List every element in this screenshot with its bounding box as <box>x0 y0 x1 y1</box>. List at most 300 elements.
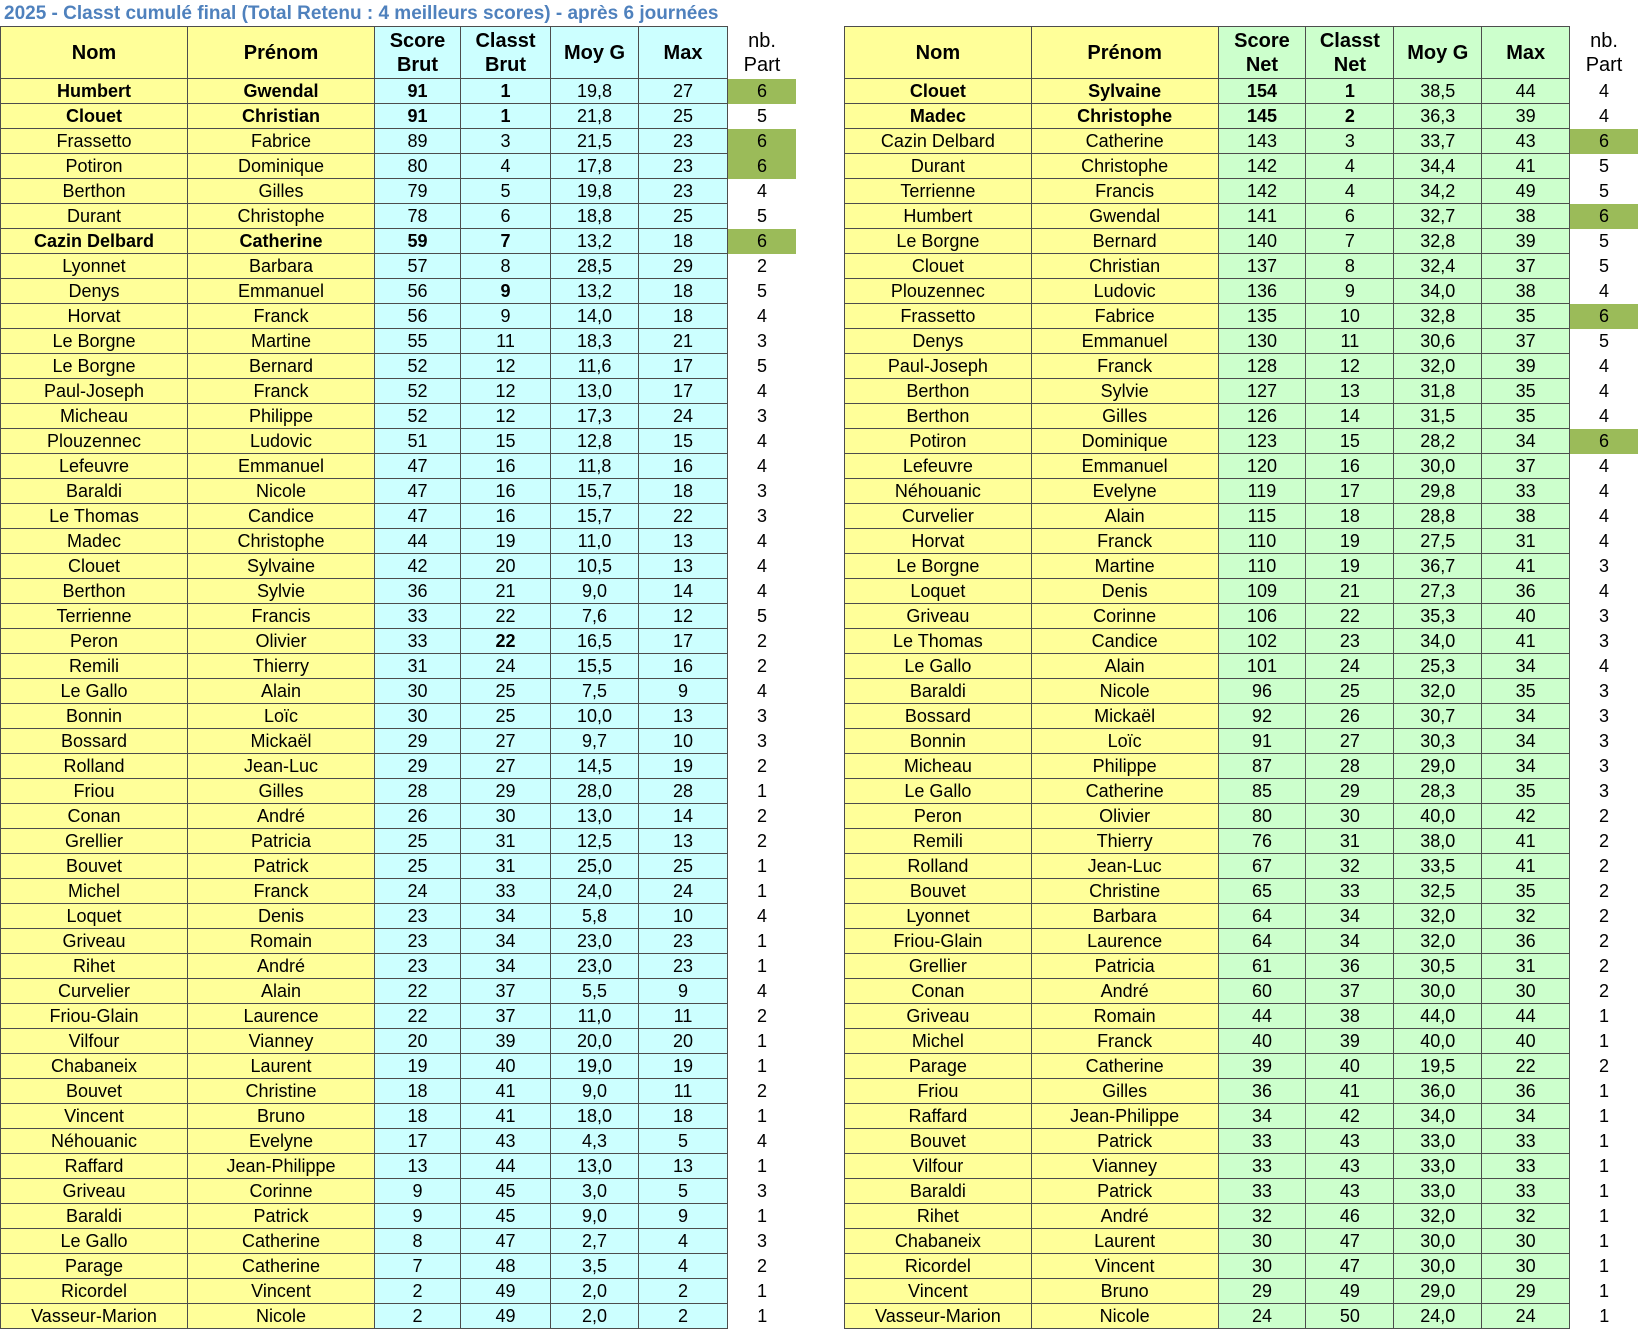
cell-prenom: Jean-Luc <box>188 754 375 779</box>
cell-nb-part: 1 <box>728 929 797 954</box>
cell-nom: Humbert <box>845 204 1032 229</box>
cell-score: 28 <box>375 779 461 804</box>
cell-moy-g: 30,0 <box>1394 454 1482 479</box>
table-row <box>1 1079 797 1104</box>
cell-nb-part: 6 <box>1570 204 1639 229</box>
cell-moy-g: 18,0 <box>551 1104 639 1129</box>
cell-classt: 37 <box>461 1004 551 1029</box>
cell-prenom: Nicole <box>188 479 375 504</box>
table-row <box>845 979 1639 1004</box>
header-score-net: Score Net <box>1218 27 1306 79</box>
table-row <box>1 1004 797 1029</box>
cell-classt: 44 <box>461 1154 551 1179</box>
cell-score: 80 <box>1218 804 1306 829</box>
cell-moy-g: 3,0 <box>551 1179 639 1204</box>
cell-moy-g: 3,5 <box>551 1254 639 1279</box>
cell-nom: Griveau <box>1 929 188 954</box>
cell-moy-g: 9,0 <box>551 579 639 604</box>
cell-score: 44 <box>1218 1004 1306 1029</box>
cell-max: 33 <box>1482 1179 1570 1204</box>
cell-max: 32 <box>1482 1204 1570 1229</box>
cell-score: 120 <box>1218 454 1306 479</box>
cell-prenom: Vianney <box>1031 1154 1218 1179</box>
cell-moy-g: 19,5 <box>1394 1054 1482 1079</box>
cell-max: 35 <box>1482 779 1570 804</box>
cell-score: 8 <box>375 1229 461 1254</box>
cell-score: 135 <box>1218 304 1306 329</box>
cell-prenom: Fabrice <box>1031 304 1218 329</box>
cell-max: 9 <box>639 1204 728 1229</box>
cell-nom: Terrienne <box>845 179 1032 204</box>
cell-nb-part: 3 <box>1570 629 1639 654</box>
cell-score: 36 <box>375 579 461 604</box>
table-row <box>845 204 1639 229</box>
cell-classt: 22 <box>461 604 551 629</box>
cell-classt: 45 <box>461 1204 551 1229</box>
cell-classt: 16 <box>461 479 551 504</box>
cell-max: 18 <box>639 1104 728 1129</box>
cell-max: 38 <box>1482 204 1570 229</box>
table-row <box>1 429 797 454</box>
table-row <box>845 1229 1639 1254</box>
cell-score: 80 <box>375 154 461 179</box>
cell-classt: 50 <box>1306 1304 1394 1329</box>
cell-prenom: Emmanuel <box>188 279 375 304</box>
cell-moy-g: 11,0 <box>551 1004 639 1029</box>
cell-prenom: Christophe <box>1031 154 1218 179</box>
cell-prenom: Francis <box>1031 179 1218 204</box>
table-row <box>1 329 797 354</box>
cell-prenom: Franck <box>1031 354 1218 379</box>
cell-nb-part: 3 <box>728 329 797 354</box>
cell-nom: Conan <box>1 804 188 829</box>
cell-prenom: Gilles <box>1031 404 1218 429</box>
cell-moy-g: 33,0 <box>1394 1179 1482 1204</box>
cell-moy-g: 29,0 <box>1394 754 1482 779</box>
table-row <box>1 879 797 904</box>
cell-classt: 37 <box>1306 979 1394 1004</box>
cell-moy-g: 30,0 <box>1394 1254 1482 1279</box>
cell-max: 41 <box>1482 154 1570 179</box>
cell-nb-part: 4 <box>728 679 797 704</box>
cell-classt: 33 <box>461 879 551 904</box>
cell-max: 39 <box>1482 104 1570 129</box>
cell-moy-g: 14,0 <box>551 304 639 329</box>
table-row <box>845 679 1639 704</box>
cell-nb-part: 1 <box>1570 1104 1639 1129</box>
cell-classt: 22 <box>461 629 551 654</box>
cell-max: 33 <box>1482 479 1570 504</box>
cell-moy-g: 11,6 <box>551 354 639 379</box>
cell-classt: 1 <box>1306 79 1394 104</box>
cell-classt: 34 <box>461 904 551 929</box>
cell-max: 41 <box>1482 829 1570 854</box>
cell-prenom: Loïc <box>188 704 375 729</box>
cell-classt: 40 <box>461 1054 551 1079</box>
cell-prenom: Christophe <box>1031 104 1218 129</box>
cell-classt: 25 <box>461 679 551 704</box>
cell-moy-g: 35,3 <box>1394 604 1482 629</box>
table-row <box>1 1204 797 1229</box>
cell-moy-g: 38,0 <box>1394 829 1482 854</box>
cell-max: 23 <box>639 129 728 154</box>
table-row <box>1 579 797 604</box>
cell-classt: 34 <box>1306 929 1394 954</box>
cell-nb-part: 3 <box>1570 754 1639 779</box>
cell-nom: Lyonnet <box>1 254 188 279</box>
cell-nb-part: 1 <box>728 1104 797 1129</box>
table-row <box>845 354 1639 379</box>
cell-max: 13 <box>639 829 728 854</box>
cell-nb-part: 1 <box>1570 1129 1639 1154</box>
cell-prenom: Laurent <box>188 1054 375 1079</box>
cell-nb-part: 3 <box>728 504 797 529</box>
cell-classt: 21 <box>461 579 551 604</box>
cell-classt: 18 <box>1306 504 1394 529</box>
cell-score: 25 <box>375 854 461 879</box>
table-row <box>1 229 797 254</box>
cell-moy-g: 9,0 <box>551 1204 639 1229</box>
cell-prenom: Alain <box>1031 654 1218 679</box>
cell-score: 102 <box>1218 629 1306 654</box>
cell-max: 36 <box>1482 1079 1570 1104</box>
table-row <box>845 404 1639 429</box>
cell-moy-g: 19,8 <box>551 79 639 104</box>
cell-prenom: Barbara <box>188 254 375 279</box>
cell-max: 18 <box>639 304 728 329</box>
cell-nom: Griveau <box>845 604 1032 629</box>
cell-nb-part: 2 <box>1570 879 1639 904</box>
cell-nom: Denys <box>845 329 1032 354</box>
cell-nb-part: 5 <box>728 104 797 129</box>
cell-score: 17 <box>375 1129 461 1154</box>
cell-nb-part: 5 <box>1570 154 1639 179</box>
cell-classt: 20 <box>461 554 551 579</box>
cell-max: 2 <box>639 1304 728 1329</box>
cell-classt: 24 <box>461 654 551 679</box>
cell-score: 2 <box>375 1304 461 1329</box>
table-row <box>1 829 797 854</box>
cell-max: 40 <box>1482 604 1570 629</box>
cell-classt: 49 <box>1306 1279 1394 1304</box>
cell-nb-part: 4 <box>728 554 797 579</box>
cell-nom: Potiron <box>845 429 1032 454</box>
cell-score: 31 <box>375 654 461 679</box>
cell-score: 91 <box>375 79 461 104</box>
cell-prenom: Olivier <box>1031 804 1218 829</box>
table-row <box>1 904 797 929</box>
table-row <box>845 129 1639 154</box>
cell-moy-g: 25,3 <box>1394 654 1482 679</box>
cell-score: 29 <box>1218 1279 1306 1304</box>
cell-max: 10 <box>639 904 728 929</box>
cell-max: 17 <box>639 629 728 654</box>
cell-moy-g: 23,0 <box>551 929 639 954</box>
cell-prenom: Romain <box>1031 1004 1218 1029</box>
cell-nom: Bouvet <box>1 1079 188 1104</box>
table-row <box>1 404 797 429</box>
cell-prenom: Catherine <box>188 1229 375 1254</box>
table-row <box>1 304 797 329</box>
cell-prenom: Philippe <box>188 404 375 429</box>
cell-classt: 31 <box>1306 829 1394 854</box>
cell-nb-part: 3 <box>1570 679 1639 704</box>
cell-prenom: André <box>1031 1204 1218 1229</box>
cell-max: 25 <box>639 104 728 129</box>
cell-nom: Conan <box>845 979 1032 1004</box>
cell-nom: Vincent <box>1 1104 188 1129</box>
cell-score: 57 <box>375 254 461 279</box>
cell-classt: 43 <box>1306 1129 1394 1154</box>
table-row <box>845 504 1639 529</box>
cell-nom: Le Gallo <box>845 779 1032 804</box>
cell-max: 11 <box>639 1079 728 1104</box>
cell-nom: Grellier <box>1 829 188 854</box>
cell-prenom: Gilles <box>188 179 375 204</box>
cell-nom: Paul-Joseph <box>845 354 1032 379</box>
cell-classt: 29 <box>1306 779 1394 804</box>
cell-score: 137 <box>1218 254 1306 279</box>
cell-classt: 6 <box>461 204 551 229</box>
table-row <box>1 754 797 779</box>
cell-nom: Horvat <box>1 304 188 329</box>
cell-max: 22 <box>639 504 728 529</box>
table-row <box>1 479 797 504</box>
cell-max: 36 <box>1482 579 1570 604</box>
cell-prenom: Christine <box>188 1079 375 1104</box>
table-row <box>1 179 797 204</box>
cell-score: 9 <box>375 1179 461 1204</box>
cell-score: 140 <box>1218 229 1306 254</box>
cell-max: 24 <box>1482 1304 1570 1329</box>
cell-moy-g: 31,8 <box>1394 379 1482 404</box>
cell-prenom: Nicole <box>188 1304 375 1329</box>
cell-nom: Vilfour <box>1 1029 188 1054</box>
header-moy-g: Moy G <box>1394 27 1482 79</box>
cell-score: 19 <box>375 1054 461 1079</box>
cell-score: 115 <box>1218 504 1306 529</box>
cell-nb-part: 4 <box>1570 579 1639 604</box>
cell-classt: 42 <box>1306 1104 1394 1129</box>
cell-max: 41 <box>1482 554 1570 579</box>
cell-classt: 34 <box>461 929 551 954</box>
cell-nb-part: 1 <box>1570 1304 1639 1329</box>
cell-score: 44 <box>375 529 461 554</box>
cell-moy-g: 14,5 <box>551 754 639 779</box>
cell-max: 35 <box>1482 304 1570 329</box>
cell-score: 7 <box>375 1254 461 1279</box>
cell-max: 30 <box>1482 1229 1570 1254</box>
cell-max: 24 <box>639 879 728 904</box>
cell-max: 9 <box>639 679 728 704</box>
cell-moy-g: 36,3 <box>1394 104 1482 129</box>
cell-prenom: Nicole <box>1031 679 1218 704</box>
cell-score: 52 <box>375 379 461 404</box>
cell-moy-g: 40,0 <box>1394 1029 1482 1054</box>
cell-max: 23 <box>639 929 728 954</box>
cell-prenom: Emmanuel <box>188 454 375 479</box>
cell-nom: Ricordel <box>1 1279 188 1304</box>
cell-score: 78 <box>375 204 461 229</box>
cell-prenom: André <box>1031 979 1218 1004</box>
cell-score: 128 <box>1218 354 1306 379</box>
cell-max: 18 <box>639 229 728 254</box>
table-row <box>1 629 797 654</box>
cell-max: 10 <box>639 729 728 754</box>
cell-prenom: Thierry <box>1031 829 1218 854</box>
cell-moy-g: 13,2 <box>551 279 639 304</box>
cell-nom: Micheau <box>845 754 1032 779</box>
cell-prenom: Alain <box>1031 504 1218 529</box>
cell-nom: Bossard <box>845 704 1032 729</box>
table-row <box>1 1229 797 1254</box>
cell-score: 34 <box>1218 1104 1306 1129</box>
cell-nom: Le Borgne <box>845 554 1032 579</box>
table-row <box>845 779 1639 804</box>
cell-prenom: Patrick <box>1031 1179 1218 1204</box>
cell-nom: Bossard <box>1 729 188 754</box>
cell-nb-part: 1 <box>728 1054 797 1079</box>
cell-score: 87 <box>1218 754 1306 779</box>
cell-max: 42 <box>1482 804 1570 829</box>
cell-nom: Bonnin <box>845 729 1032 754</box>
cell-nb-part: 3 <box>1570 554 1639 579</box>
cell-moy-g: 32,8 <box>1394 304 1482 329</box>
cell-score: 56 <box>375 304 461 329</box>
cell-prenom: Gilles <box>1031 1079 1218 1104</box>
cell-score: 89 <box>375 129 461 154</box>
cell-max: 33 <box>1482 1154 1570 1179</box>
cell-nom: Clouet <box>1 104 188 129</box>
table-row <box>845 804 1639 829</box>
cell-classt: 41 <box>461 1079 551 1104</box>
cell-nom: Curvelier <box>845 504 1032 529</box>
cell-moy-g: 12,5 <box>551 829 639 854</box>
cell-moy-g: 5,8 <box>551 904 639 929</box>
cell-prenom: Franck <box>188 379 375 404</box>
cell-moy-g: 24,0 <box>551 879 639 904</box>
cell-moy-g: 18,3 <box>551 329 639 354</box>
table-row <box>1 129 797 154</box>
header-classt-net: Classt Net <box>1306 27 1394 79</box>
table-row <box>845 829 1639 854</box>
cell-nom: Plouzennec <box>1 429 188 454</box>
cell-max: 30 <box>1482 979 1570 1004</box>
header-score-brut: Score Brut <box>375 27 461 79</box>
cell-nb-part: 1 <box>1570 1079 1639 1104</box>
cell-score: 154 <box>1218 79 1306 104</box>
cell-moy-g: 30,3 <box>1394 729 1482 754</box>
cell-max: 38 <box>1482 504 1570 529</box>
cell-moy-g: 17,3 <box>551 404 639 429</box>
cell-nom: Le Thomas <box>845 629 1032 654</box>
cell-classt: 34 <box>1306 904 1394 929</box>
table-row <box>1 1154 797 1179</box>
table-row <box>1 254 797 279</box>
cell-score: 9 <box>375 1204 461 1229</box>
cell-max: 29 <box>1482 1279 1570 1304</box>
cell-prenom: Loïc <box>1031 729 1218 754</box>
cell-prenom: Christine <box>1031 879 1218 904</box>
cell-score: 24 <box>1218 1304 1306 1329</box>
cell-nom: Berthon <box>1 579 188 604</box>
cell-nom: Loquet <box>1 904 188 929</box>
cell-nom: Denys <box>1 279 188 304</box>
cell-prenom: Dominique <box>188 154 375 179</box>
table-row <box>1 1254 797 1279</box>
cell-moy-g: 32,0 <box>1394 904 1482 929</box>
table-row <box>845 79 1639 104</box>
cell-max: 25 <box>639 854 728 879</box>
table-row <box>845 379 1639 404</box>
cell-nb-part: 3 <box>728 729 797 754</box>
cell-moy-g: 33,0 <box>1394 1129 1482 1154</box>
table-row <box>845 454 1639 479</box>
cell-classt: 26 <box>1306 704 1394 729</box>
cell-prenom: Bruno <box>1031 1279 1218 1304</box>
cell-score: 130 <box>1218 329 1306 354</box>
cell-score: 85 <box>1218 779 1306 804</box>
cell-nom: Vasseur-Marion <box>845 1304 1032 1329</box>
cell-moy-g: 23,0 <box>551 954 639 979</box>
table-row <box>845 1279 1639 1304</box>
cell-classt: 21 <box>1306 579 1394 604</box>
cell-prenom: Nicole <box>1031 1304 1218 1329</box>
cell-max: 37 <box>1482 329 1570 354</box>
cell-classt: 19 <box>1306 554 1394 579</box>
table-row <box>845 179 1639 204</box>
cell-moy-g: 11,8 <box>551 454 639 479</box>
cell-prenom: Martine <box>188 329 375 354</box>
cell-prenom: Sylvie <box>1031 379 1218 404</box>
cell-prenom: Patricia <box>1031 954 1218 979</box>
cell-nom: Griveau <box>845 1004 1032 1029</box>
cell-prenom: Fabrice <box>188 129 375 154</box>
table-row <box>845 104 1639 129</box>
table-row <box>1 654 797 679</box>
cell-classt: 24 <box>1306 654 1394 679</box>
cell-max: 2 <box>639 1279 728 1304</box>
cell-max: 18 <box>639 479 728 504</box>
cell-nb-part: 4 <box>1570 479 1639 504</box>
table-row <box>1 279 797 304</box>
cell-classt: 31 <box>461 829 551 854</box>
cell-moy-g: 32,0 <box>1394 679 1482 704</box>
cell-nom: Frassetto <box>1 129 188 154</box>
cell-moy-g: 25,0 <box>551 854 639 879</box>
cell-classt: 30 <box>461 804 551 829</box>
table-row <box>845 154 1639 179</box>
cell-moy-g: 19,8 <box>551 179 639 204</box>
cell-max: 33 <box>1482 1129 1570 1154</box>
cell-moy-g: 34,0 <box>1394 279 1482 304</box>
cell-moy-g: 7,6 <box>551 604 639 629</box>
cell-classt: 46 <box>1306 1204 1394 1229</box>
cell-prenom: Emmanuel <box>1031 454 1218 479</box>
cell-score: 24 <box>375 879 461 904</box>
table-row <box>1 554 797 579</box>
table-row <box>1 1179 797 1204</box>
cell-prenom: Jean-Luc <box>1031 854 1218 879</box>
cell-score: 110 <box>1218 529 1306 554</box>
cell-prenom: Romain <box>188 929 375 954</box>
cell-max: 38 <box>1482 279 1570 304</box>
cell-nom: Paul-Joseph <box>1 379 188 404</box>
cell-classt: 12 <box>461 354 551 379</box>
cell-classt: 12 <box>1306 354 1394 379</box>
cell-prenom: Bernard <box>1031 229 1218 254</box>
cell-nb-part: 4 <box>728 179 797 204</box>
